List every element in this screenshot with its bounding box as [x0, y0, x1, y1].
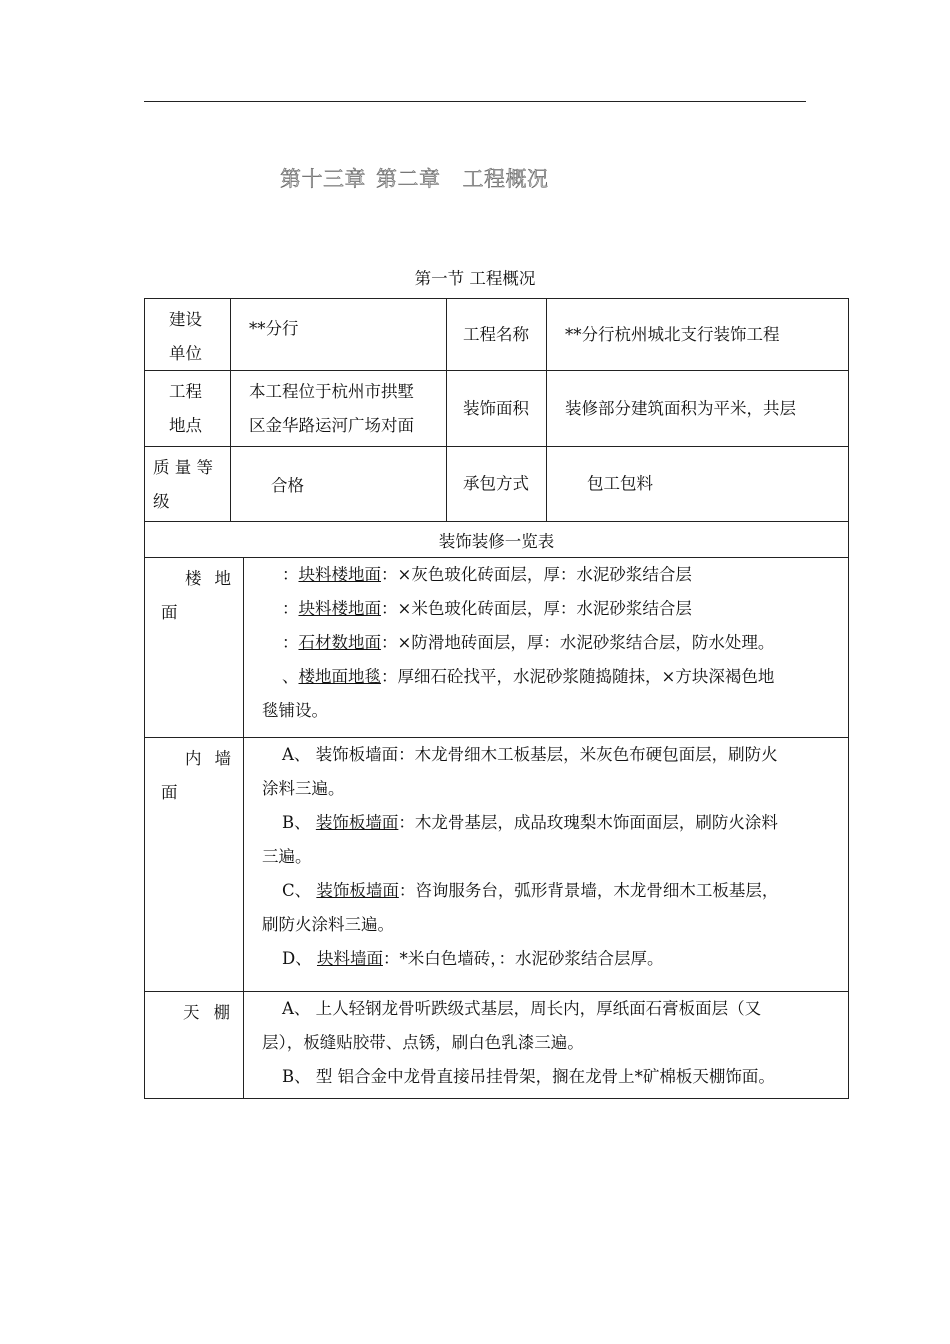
chapter-title [280, 163, 549, 193]
value-cell: **分行杭州城北支行装饰工程 [565, 324, 780, 344]
wall-details: A、 装饰板墙面：木龙骨细木工板基层，米灰色布硬包面层，刷防火 涂料三遍。 B、 装饰板墙面：木龙骨基层，成品玫瑰梨木饰面面层，刷防火涂料 三遍。 C、 装饰板墙面：咨询服务台，弧形背景墙，木龙骨细木工板基层， 刷防火涂料三遍。 D、 块料墙面：*米白色墙砖，：水泥砂浆结合层厚。 [262, 745, 779, 968]
decor-table-header: 装饰装修一览表 [145, 522, 848, 558]
header-rule [144, 101, 806, 102]
floor-details: ：块料楼地面：×灰色玻化砖面层，厚：水泥砂浆结合层 ：块料楼地面：×米色玻化砖面层，厚：水泥砂浆结合层 ：石材数地面：×防滑地砖面层，厚：水泥砂浆结合层，防水处理。 、楼地面地毯：厚细石砼找平，水泥砂浆随捣随抹，×方块深褐色地 毯铺设。 [262, 565, 775, 720]
label-cell: 承包方式 [447, 447, 547, 521]
chapter-subnumber: 第二章 [376, 167, 441, 191]
category-label: 天 棚 [145, 992, 244, 1098]
value-cell: 包工包料 [587, 474, 653, 493]
project-table [144, 298, 849, 1099]
value-cell: **分行 [231, 299, 447, 370]
label-cell: 建设 单位 [145, 299, 231, 370]
label-cell: 工程名称 [447, 299, 547, 370]
category-label: 楼 地 面 [145, 558, 244, 737]
label-cell: 质 量 等 级 [145, 447, 231, 521]
section-title: 第一节 工程概况 [414, 269, 536, 288]
value-cell: 合格 [231, 447, 447, 521]
label-cell: 工程 地点 [145, 371, 231, 446]
table-row [145, 558, 848, 738]
table-row [145, 447, 848, 522]
table-row [145, 992, 848, 1098]
label-cell: 装饰面积 [447, 371, 547, 446]
ceiling-details: A、 上人轻钢龙骨听跌级式基层，周长内，厚纸面石膏板面层（又 层），板缝贴胶带、点锈，刷白色乳漆三遍。 B、 型 铝合金中龙骨直接吊挂骨架，搁在龙骨上*矿棉板天棚饰面。 [262, 999, 775, 1086]
chapter-name: 工程概况 [462, 167, 549, 191]
category-label: 内 墙 面 [145, 738, 244, 991]
table-row [145, 371, 848, 447]
value-cell: 本工程位于杭州市拱墅 区金华路运河广场对面 [231, 371, 447, 446]
table-row [145, 299, 848, 371]
value-cell: 装修部分建筑面积为平米，共层 [565, 398, 796, 418]
table-row [145, 738, 848, 992]
chapter-number: 第十三章 [280, 167, 366, 191]
